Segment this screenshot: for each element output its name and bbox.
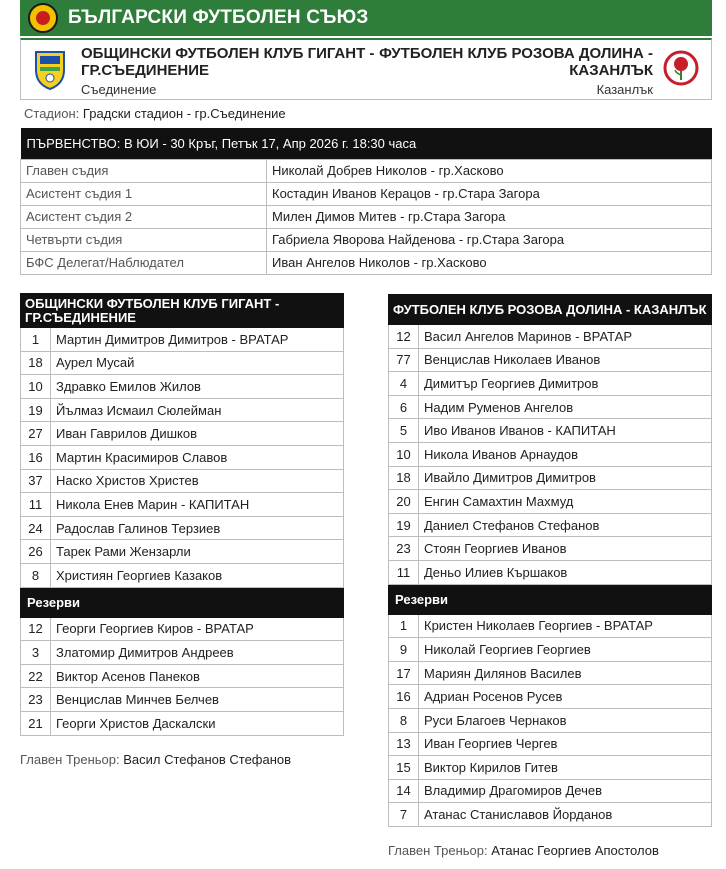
table-row xyxy=(389,638,712,662)
table-row xyxy=(21,228,712,251)
table-row xyxy=(21,328,344,352)
official-role: Главен съдия xyxy=(21,159,267,182)
player-number: 3 xyxy=(21,641,51,665)
player-name: Иван Георгиев Чергев xyxy=(419,732,712,756)
player-name: Никола Иванов Арнаудов xyxy=(419,442,712,466)
player-name: Иван Гаврилов Дишков xyxy=(51,422,344,446)
official-role: Четвърти съдия xyxy=(21,228,267,251)
player-name: Ивайло Димитров Димитров xyxy=(419,466,712,490)
player-name: Владимир Драгомиров Дечев xyxy=(419,779,712,803)
home-lineup-table xyxy=(20,293,344,736)
table-row xyxy=(21,159,712,182)
player-number: 13 xyxy=(389,732,419,756)
player-number: 22 xyxy=(21,664,51,688)
table-row xyxy=(389,708,712,732)
stadium-label: Стадион: xyxy=(24,106,80,121)
stadium-line xyxy=(24,106,286,121)
player-number: 11 xyxy=(389,560,419,584)
player-name: Деньо Илиев Кършаков xyxy=(419,560,712,584)
player-name: Кристен Николаев Георгиев - ВРАТАР xyxy=(419,614,712,638)
away-coach xyxy=(388,843,659,858)
table-row xyxy=(389,466,712,490)
away-lineup-table xyxy=(388,294,712,827)
player-name: Георги Георгиев Киров - ВРАТАР xyxy=(51,617,344,641)
table-row xyxy=(389,348,712,372)
reserves-label: Резерви xyxy=(21,587,344,617)
player-name: Мартин Красимиров Славов xyxy=(51,445,344,469)
table-row xyxy=(389,560,712,584)
home-team-name: ОБЩИНСКИ ФУТБОЛЕН КЛУБ ГИГАНТ - ГР.СЪЕДИНЕНИЕ xyxy=(81,45,375,79)
table-row xyxy=(21,398,344,422)
away-team-city: Казанлък xyxy=(596,82,653,97)
match-info: ПЪРВЕНСТВО: В ЮИ - 30 Кръг, Петък 17, Апр 2026 г. 18:30 часа xyxy=(21,128,712,159)
player-number: 14 xyxy=(389,779,419,803)
player-number: 12 xyxy=(389,325,419,349)
player-number: 6 xyxy=(389,395,419,419)
coach-name: Атанас Георгиев Апостолов xyxy=(491,843,659,858)
official-role: Асистент съдия 1 xyxy=(21,182,267,205)
table-row xyxy=(21,251,712,274)
player-number: 7 xyxy=(389,803,419,827)
table-row xyxy=(389,442,712,466)
coach-name: Васил Стефанов Стефанов xyxy=(123,752,292,767)
team-title: ОБЩИНСКИ ФУТБОЛЕН КЛУБ ГИГАНТ - ГР.СЪЕДИНЕНИЕ xyxy=(21,294,344,328)
federation-title: БЪЛГАРСКИ ФУТБОЛЕН СЪЮЗ xyxy=(68,7,369,28)
coach-label: Главен Треньор: xyxy=(20,752,120,767)
player-name: Иво Иванов Иванов - КАПИТАН xyxy=(419,419,712,443)
player-name: Адриан Росенов Русев xyxy=(419,685,712,709)
official-name: Иван Ангелов Николов - гр.Хасково xyxy=(267,251,712,274)
reserves-header-row xyxy=(21,587,344,617)
player-number: 17 xyxy=(389,661,419,685)
player-name: Мариян Дилянов Василев xyxy=(419,661,712,685)
team-title-row xyxy=(389,295,712,325)
player-name: Георги Христов Даскалски xyxy=(51,711,344,735)
table-row xyxy=(21,375,344,399)
table-row xyxy=(389,779,712,803)
player-name: Стоян Георгиев Иванов xyxy=(419,537,712,561)
player-name: Надим Руменов Ангелов xyxy=(419,395,712,419)
player-name: Виктор Кирилов Гитев xyxy=(419,756,712,780)
player-number: 9 xyxy=(389,638,419,662)
player-name: Наско Христов Христев xyxy=(51,469,344,493)
player-number: 1 xyxy=(389,614,419,638)
home-coach xyxy=(20,752,291,767)
player-name: Тарек Рами Жензарли xyxy=(51,540,344,564)
player-number: 1 xyxy=(21,328,51,352)
player-number: 8 xyxy=(389,708,419,732)
official-name: Милен Димов Митев - гр.Стара Загора xyxy=(267,205,712,228)
table-row xyxy=(21,688,344,712)
player-name: Християн Георгиев Казаков xyxy=(51,563,344,587)
table-row xyxy=(389,372,712,396)
table-row xyxy=(21,711,344,735)
player-number: 8 xyxy=(21,563,51,587)
player-name: Даниел Стефанов Стефанов xyxy=(419,513,712,537)
player-number: 23 xyxy=(21,688,51,712)
reserves-label: Резерви xyxy=(389,584,712,614)
player-name: Енгин Самахтин Махмуд xyxy=(419,490,712,514)
table-row xyxy=(389,325,712,349)
table-row xyxy=(21,617,344,641)
table-row xyxy=(21,351,344,375)
table-row xyxy=(389,685,712,709)
official-name: Габриела Яворова Найденова - гр.Стара Загора xyxy=(267,228,712,251)
home-team-city: Съединение xyxy=(81,82,157,97)
table-row xyxy=(21,516,344,540)
player-name: Венцислав Николаев Иванов xyxy=(419,348,712,372)
official-name: Костадин Иванов Керацов - гр.Стара Загора xyxy=(267,182,712,205)
table-row xyxy=(389,803,712,827)
player-number: 16 xyxy=(389,685,419,709)
official-role: БФС Делегат/Наблюдател xyxy=(21,251,267,274)
player-name: Виктор Асенов Панеков xyxy=(51,664,344,688)
table-row xyxy=(389,490,712,514)
federation-header xyxy=(20,0,712,36)
away-team-name: ФУТБОЛЕН КЛУБ РОЗОВА ДОЛИНА - КАЗАНЛЪК xyxy=(379,45,653,79)
player-number: 21 xyxy=(21,711,51,735)
player-number: 27 xyxy=(21,422,51,446)
home-club-crest-icon xyxy=(33,48,67,90)
player-name: Атанас Станиславов Йорданов xyxy=(419,803,712,827)
table-row xyxy=(389,513,712,537)
player-number: 20 xyxy=(389,490,419,514)
table-row xyxy=(21,664,344,688)
table-row xyxy=(389,732,712,756)
federation-logo-icon xyxy=(28,3,58,33)
table-row xyxy=(21,422,344,446)
away-club-crest-icon xyxy=(663,46,699,92)
player-number: 37 xyxy=(21,469,51,493)
table-row xyxy=(21,540,344,564)
official-name: Николай Добрев Николов - гр.Хасково xyxy=(267,159,712,182)
table-row xyxy=(21,445,344,469)
player-number: 15 xyxy=(389,756,419,780)
reserves-header-row xyxy=(389,584,712,614)
table-row xyxy=(389,395,712,419)
player-name: Мартин Димитров Димитров - ВРАТАР xyxy=(51,328,344,352)
table-row xyxy=(389,661,712,685)
team-title: ФУТБОЛЕН КЛУБ РОЗОВА ДОЛИНА - КАЗАНЛЪК xyxy=(389,295,712,325)
player-name: Радослав Галинов Терзиев xyxy=(51,516,344,540)
player-name: Аурел Мусай xyxy=(51,351,344,375)
table-row xyxy=(21,205,712,228)
stadium-value: Градски стадион - гр.Съединение xyxy=(82,106,286,121)
team-title-row xyxy=(21,294,344,328)
table-row xyxy=(21,182,712,205)
player-number: 4 xyxy=(389,372,419,396)
player-name: Венцислав Минчев Белчев xyxy=(51,688,344,712)
player-number: 18 xyxy=(389,466,419,490)
player-name: Васил Ангелов Маринов - ВРАТАР xyxy=(419,325,712,349)
player-number: 5 xyxy=(389,419,419,443)
table-row xyxy=(389,614,712,638)
coach-label: Главен Треньор: xyxy=(388,843,488,858)
player-name: Димитър Георгиев Димитров xyxy=(419,372,712,396)
player-number: 10 xyxy=(21,375,51,399)
player-number: 10 xyxy=(389,442,419,466)
player-name: Николай Георгиев Георгиев xyxy=(419,638,712,662)
match-header xyxy=(20,38,712,100)
table-row xyxy=(21,563,344,587)
table-row xyxy=(389,419,712,443)
player-number: 23 xyxy=(389,537,419,561)
player-name: Златомир Димитров Андреев xyxy=(51,641,344,665)
table-row xyxy=(389,537,712,561)
table-row xyxy=(21,641,344,665)
player-number: 11 xyxy=(21,493,51,517)
player-name: Здравко Емилов Жилов xyxy=(51,375,344,399)
player-name: Йълмаз Исмаил Сюлейман xyxy=(51,398,344,422)
player-name: Руси Благоев Чернаков xyxy=(419,708,712,732)
player-number: 16 xyxy=(21,445,51,469)
player-name: Никола Енев Марин - КАПИТАН xyxy=(51,493,344,517)
player-number: 18 xyxy=(21,351,51,375)
player-number: 24 xyxy=(21,516,51,540)
player-number: 19 xyxy=(389,513,419,537)
player-number: 19 xyxy=(21,398,51,422)
player-number: 77 xyxy=(389,348,419,372)
table-row xyxy=(21,469,344,493)
table-row xyxy=(389,756,712,780)
table-row xyxy=(21,493,344,517)
player-number: 12 xyxy=(21,617,51,641)
official-role: Асистент съдия 2 xyxy=(21,205,267,228)
officials-table xyxy=(20,128,712,275)
player-number: 26 xyxy=(21,540,51,564)
